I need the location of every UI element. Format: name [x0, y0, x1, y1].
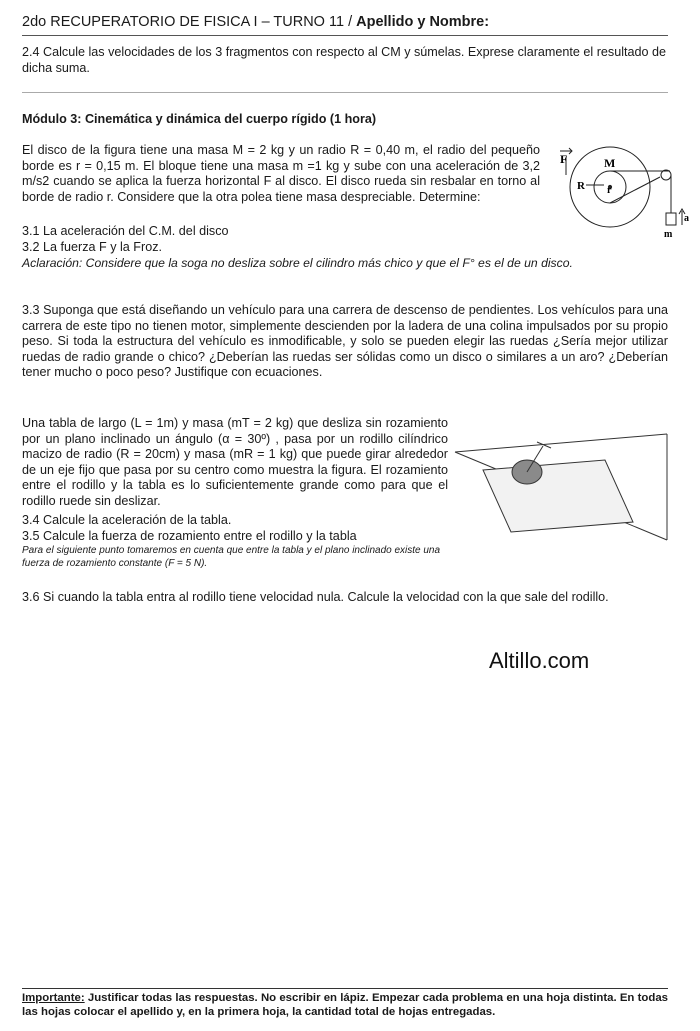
label-F: F: [560, 152, 568, 166]
section-divider: [22, 92, 668, 93]
question-3-1: 3.1 La aceleración del C.M. del disco: [22, 224, 229, 238]
friction-note: Para el siguiente punto tomaremos en cuenta que entre la tabla y el plano inclinado existe una fuerza de rozamiento constante (F = 5 N).: [22, 545, 441, 569]
footer-text: Justificar todas las respuestas. No escribir en lápiz. Empezar cada problema en una hoja distinta. En todas las hojas colocar el apellido y, en la primera hoja, la cantidad total de hojas entregadas.: [22, 992, 668, 1018]
page-header: [22, 14, 682, 30]
inclined-plane-figure: [455, 432, 670, 542]
label-R: R: [577, 180, 585, 192]
label-m: m: [664, 229, 673, 240]
question-2-4: 2.4 Calcule las velocidades de los 3 fragmentos con respecto al CM y súmelas. Exprese claramente el resultado de dicha suma.: [22, 45, 667, 75]
footer-note: [22, 991, 668, 1019]
disk-problem-statement: El disco de la figura tiene una masa M = 2 kg y un radio R = 0,40 m, el radio del pequeño borde es r = 0,15 m. El bloque tiene una masa m =1 kg y sube con una aceleración de 3,2 m/s2 cuando se aplica la fuerza horizontal F al disco. El disco rueda sin resbalar en torno al borde de radio r. Considere que la otra polea tiene masa despreciable. Determine:: [22, 143, 540, 204]
module-3-heading: Módulo 3: Cinemática y dinámica del cuerpo rígido (1 hora): [22, 112, 377, 126]
label-r: r: [607, 185, 612, 196]
question-3-3: 3.3 Suponga que está diseñando un vehículo para una carrera de descenso de pendientes. Los vehículos para una carrera de este tipo no tienen motor, simplemente descienden por la ladera de una colina impulsados por su propio peso. Si toda la estructura del vehículo es inmodificable, y solo se pueden elegir las ruedas ¿Sería mejor utilizar ruedas de radio grande o chico? ¿Deberían las ruedas ser sólidas como un disco o similares a un aro? ¿Deberían tener mucho o poco peso? Justifique con ecuaciones.: [22, 303, 668, 380]
board: [483, 460, 633, 532]
footer-divider: [22, 988, 668, 989]
question-3-2: 3.2 La fuerza F y la Froz.: [22, 240, 162, 254]
question-3-5: 3.5 Calcule la fuerza de rozamiento entre el rodillo y la tabla: [22, 529, 357, 543]
question-3-4: 3.4 Calcule la aceleración de la tabla.: [22, 513, 232, 527]
footer-label: Importante:: [22, 992, 85, 1004]
rope-bottom: [610, 177, 660, 203]
header-divider: [22, 35, 668, 36]
name-label: Apellido y Nombre:: [356, 14, 490, 30]
exam-title: 2do RECUPERATORIO DE FISICA I – TURNO 11 /: [22, 14, 357, 30]
question-3-6: 3.6 Si cuando la tabla entra al rodillo tiene velocidad nula. Calcule la velocidad con la que sale del rodillo.: [22, 590, 609, 604]
disk-pulley-figure: [548, 145, 688, 243]
incline-top: [455, 434, 667, 452]
board-problem-statement: Una tabla de largo (L = 1m) y masa (mT = 2 kg) que desliza sin rozamiento por un plano inclinado un ángulo (α = 30º) , pasa por un rodillo cilíndrico macizo de radio (R = 20cm) y masa (mR = 1 kg) que puede girar alrededor de un eje fijo que pasa por su centro como muestra la figura. El rozamiento entre el rodillo y la tabla es lo suficientemente grande como para que el rodillo ruede sin deslizar.: [22, 416, 448, 508]
watermark-logo: Altillo.com: [489, 648, 590, 673]
label-M: M: [604, 156, 616, 170]
clarification-note: Aclaración: Considere que la soga no desliza sobre el cilindro más chico y que el F° es el de un disco.: [22, 256, 573, 270]
label-a: a: [684, 213, 689, 224]
hanging-block: [666, 213, 676, 225]
